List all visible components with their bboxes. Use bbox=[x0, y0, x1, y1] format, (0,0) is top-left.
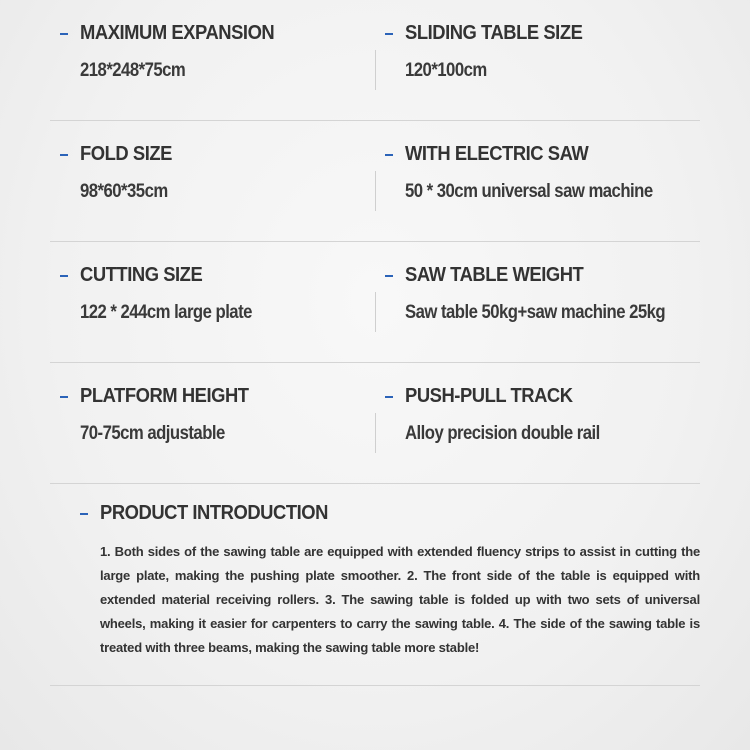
spec-item-cutting-size bbox=[80, 242, 370, 362]
dash-bullet-icon bbox=[385, 154, 393, 156]
spec-value: 70-75cm adjustable bbox=[80, 423, 225, 444]
spec-title: SLIDING TABLE SIZE bbox=[405, 22, 583, 44]
spec-grid bbox=[50, 0, 700, 484]
spec-value: 98*60*35cm bbox=[80, 181, 168, 202]
spec-title: FOLD SIZE bbox=[80, 143, 172, 165]
spec-value: 122 * 244cm large plate bbox=[80, 302, 252, 323]
spec-row bbox=[50, 363, 700, 484]
spec-item-platform-height bbox=[80, 363, 370, 483]
spec-title: WITH ELECTRIC SAW bbox=[405, 143, 589, 165]
dash-bullet-icon bbox=[60, 154, 68, 156]
spec-item-saw-table-weight bbox=[405, 242, 705, 362]
column-divider bbox=[375, 292, 376, 332]
column-divider bbox=[375, 171, 376, 211]
spec-value: 218*248*75cm bbox=[80, 60, 186, 81]
dash-bullet-icon bbox=[60, 33, 68, 35]
spec-value: Alloy precision double rail bbox=[405, 423, 600, 444]
spec-value: 50 * 30cm universal saw machine bbox=[405, 181, 653, 202]
section-title: PRODUCT INTRODUCTION bbox=[100, 502, 328, 524]
dash-bullet-icon bbox=[60, 396, 68, 398]
spec-row bbox=[50, 121, 700, 242]
column-divider bbox=[375, 413, 376, 453]
spec-value: Saw table 50kg+saw machine 25kg bbox=[405, 302, 666, 323]
spec-title: MAXIMUM EXPANSION bbox=[80, 22, 275, 44]
intro-paragraph: 1. Both sides of the sawing table are equipped with extended fluency strips to assist in cutting the large plate, making the pushing plate smoother. 2. The front side of the table is equipped with extended material receiving rollers. 3. The sawing table is folded up with two sets of universal wheels, making it easier for carpenters to carry the sawing table. 4. The side of the sawing table is treated with three beams, making the sawing table more stable! bbox=[100, 544, 700, 655]
spec-title: PLATFORM HEIGHT bbox=[80, 385, 249, 407]
spec-title: CUTTING SIZE bbox=[80, 264, 203, 286]
column-divider bbox=[375, 50, 376, 90]
product-introduction bbox=[50, 480, 700, 686]
spec-item-maximum-expansion bbox=[80, 0, 370, 120]
spec-row bbox=[50, 0, 700, 121]
spec-item-sliding-table-size bbox=[405, 0, 705, 120]
spec-item-fold-size bbox=[80, 121, 370, 241]
dash-bullet-icon bbox=[60, 275, 68, 277]
spec-value: 120*100cm bbox=[405, 60, 487, 81]
spec-item-with-electric-saw bbox=[405, 121, 705, 241]
dash-bullet-icon bbox=[385, 396, 393, 398]
spec-title: SAW TABLE WEIGHT bbox=[405, 264, 584, 286]
dash-bullet-icon bbox=[385, 33, 393, 35]
dash-bullet-icon bbox=[385, 275, 393, 277]
spec-row bbox=[50, 242, 700, 363]
spec-title: PUSH-PULL TRACK bbox=[405, 385, 573, 407]
spec-item-push-pull-track bbox=[405, 363, 705, 483]
dash-bullet-icon bbox=[80, 513, 88, 515]
